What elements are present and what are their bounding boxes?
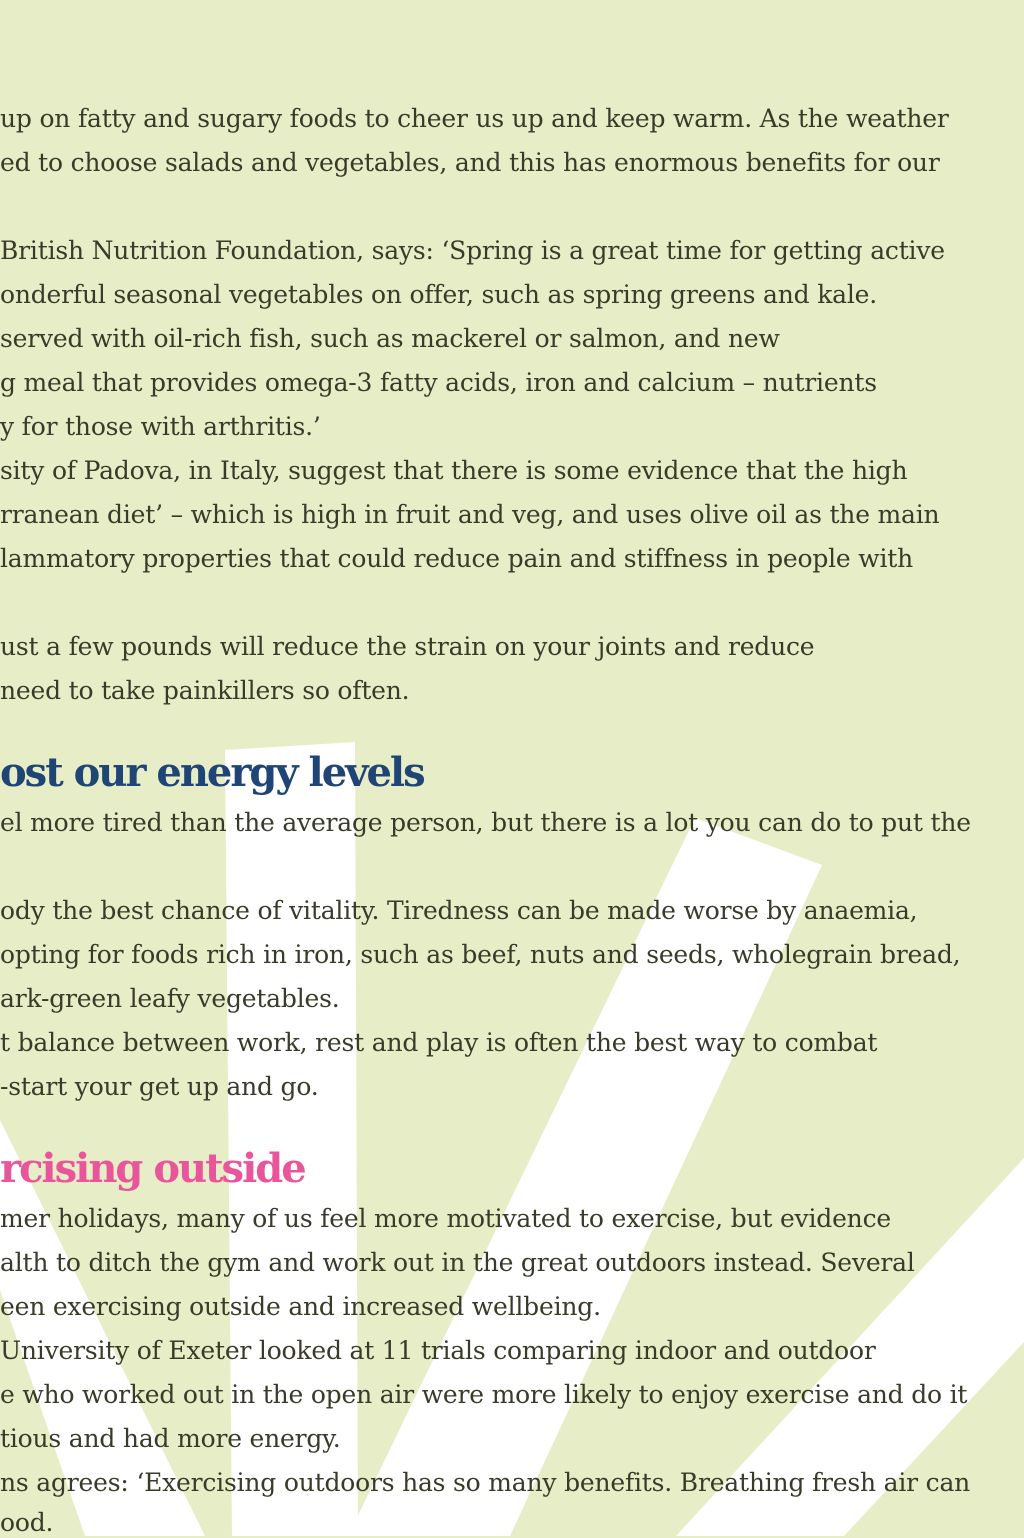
body-line: ust a few pounds will reduce the strain on your joints and reduce: [0, 632, 815, 661]
body-line: el more tired than the average person, but there is a lot you can do to put the: [0, 808, 971, 837]
body-line: alth to ditch the gym and work out in the great outdoors instead. Several: [0, 1248, 915, 1277]
body-line: t balance between work, rest and play is often the best way to combat: [0, 1028, 878, 1057]
body-line: opting for foods rich in iron, such as beef, nuts and seeds, wholegrain bread,: [0, 940, 961, 969]
body-line: ody the best chance of vitality. Tiredness can be made worse by anaemia,: [0, 896, 918, 925]
body-line: ark-green leafy vegetables.: [0, 984, 340, 1013]
body-line: mer holidays, many of us feel more motivated to exercise, but evidence: [0, 1204, 891, 1233]
body-line: ns agrees: ‘Exercising outdoors has so many benefits. Breathing fresh air can: [0, 1468, 971, 1497]
section-heading-energy: ost our energy levels: [0, 749, 424, 796]
body-line: British Nutrition Foundation, says: ‘Spring is a great time for getting active: [0, 236, 945, 265]
body-line: University of Exeter looked at 11 trials comparing indoor and outdoor: [0, 1336, 876, 1365]
body-line: onderful seasonal vegetables on offer, such as spring greens and kale.: [0, 280, 878, 309]
body-line: up on fatty and sugary foods to cheer us up and keep warm. As the weather: [0, 104, 949, 133]
body-line: ed to choose salads and vegetables, and this has enormous benefits for our: [0, 148, 940, 177]
body-line: lammatory properties that could reduce pain and stiffness in people with: [0, 544, 914, 573]
body-line: rranean diet’ – which is high in fruit and veg, and uses olive oil as the main: [0, 500, 940, 529]
body-line: sity of Padova, in Italy, suggest that there is some evidence that the high: [0, 456, 908, 485]
body-line: -start your get up and go.: [0, 1072, 319, 1101]
body-line: tious and had more energy.: [0, 1424, 341, 1453]
section-heading-outside: rcising outside: [0, 1145, 305, 1192]
ray-vertical: [225, 742, 358, 1536]
body-line: g meal that provides omega-3 fatty acids, iron and calcium – nutrients: [0, 368, 877, 397]
body-line: ood.: [0, 1508, 54, 1537]
body-line: een exercising outside and increased wellbeing.: [0, 1292, 601, 1321]
body-line: e who worked out in the open air were more likely to enjoy exercise and do it: [0, 1380, 968, 1409]
body-line: y for those with arthritis.’: [0, 412, 321, 441]
body-line: served with oil-rich fish, such as mackerel or salmon, and new: [0, 324, 780, 353]
body-line: need to take painkillers so often.: [0, 676, 410, 705]
